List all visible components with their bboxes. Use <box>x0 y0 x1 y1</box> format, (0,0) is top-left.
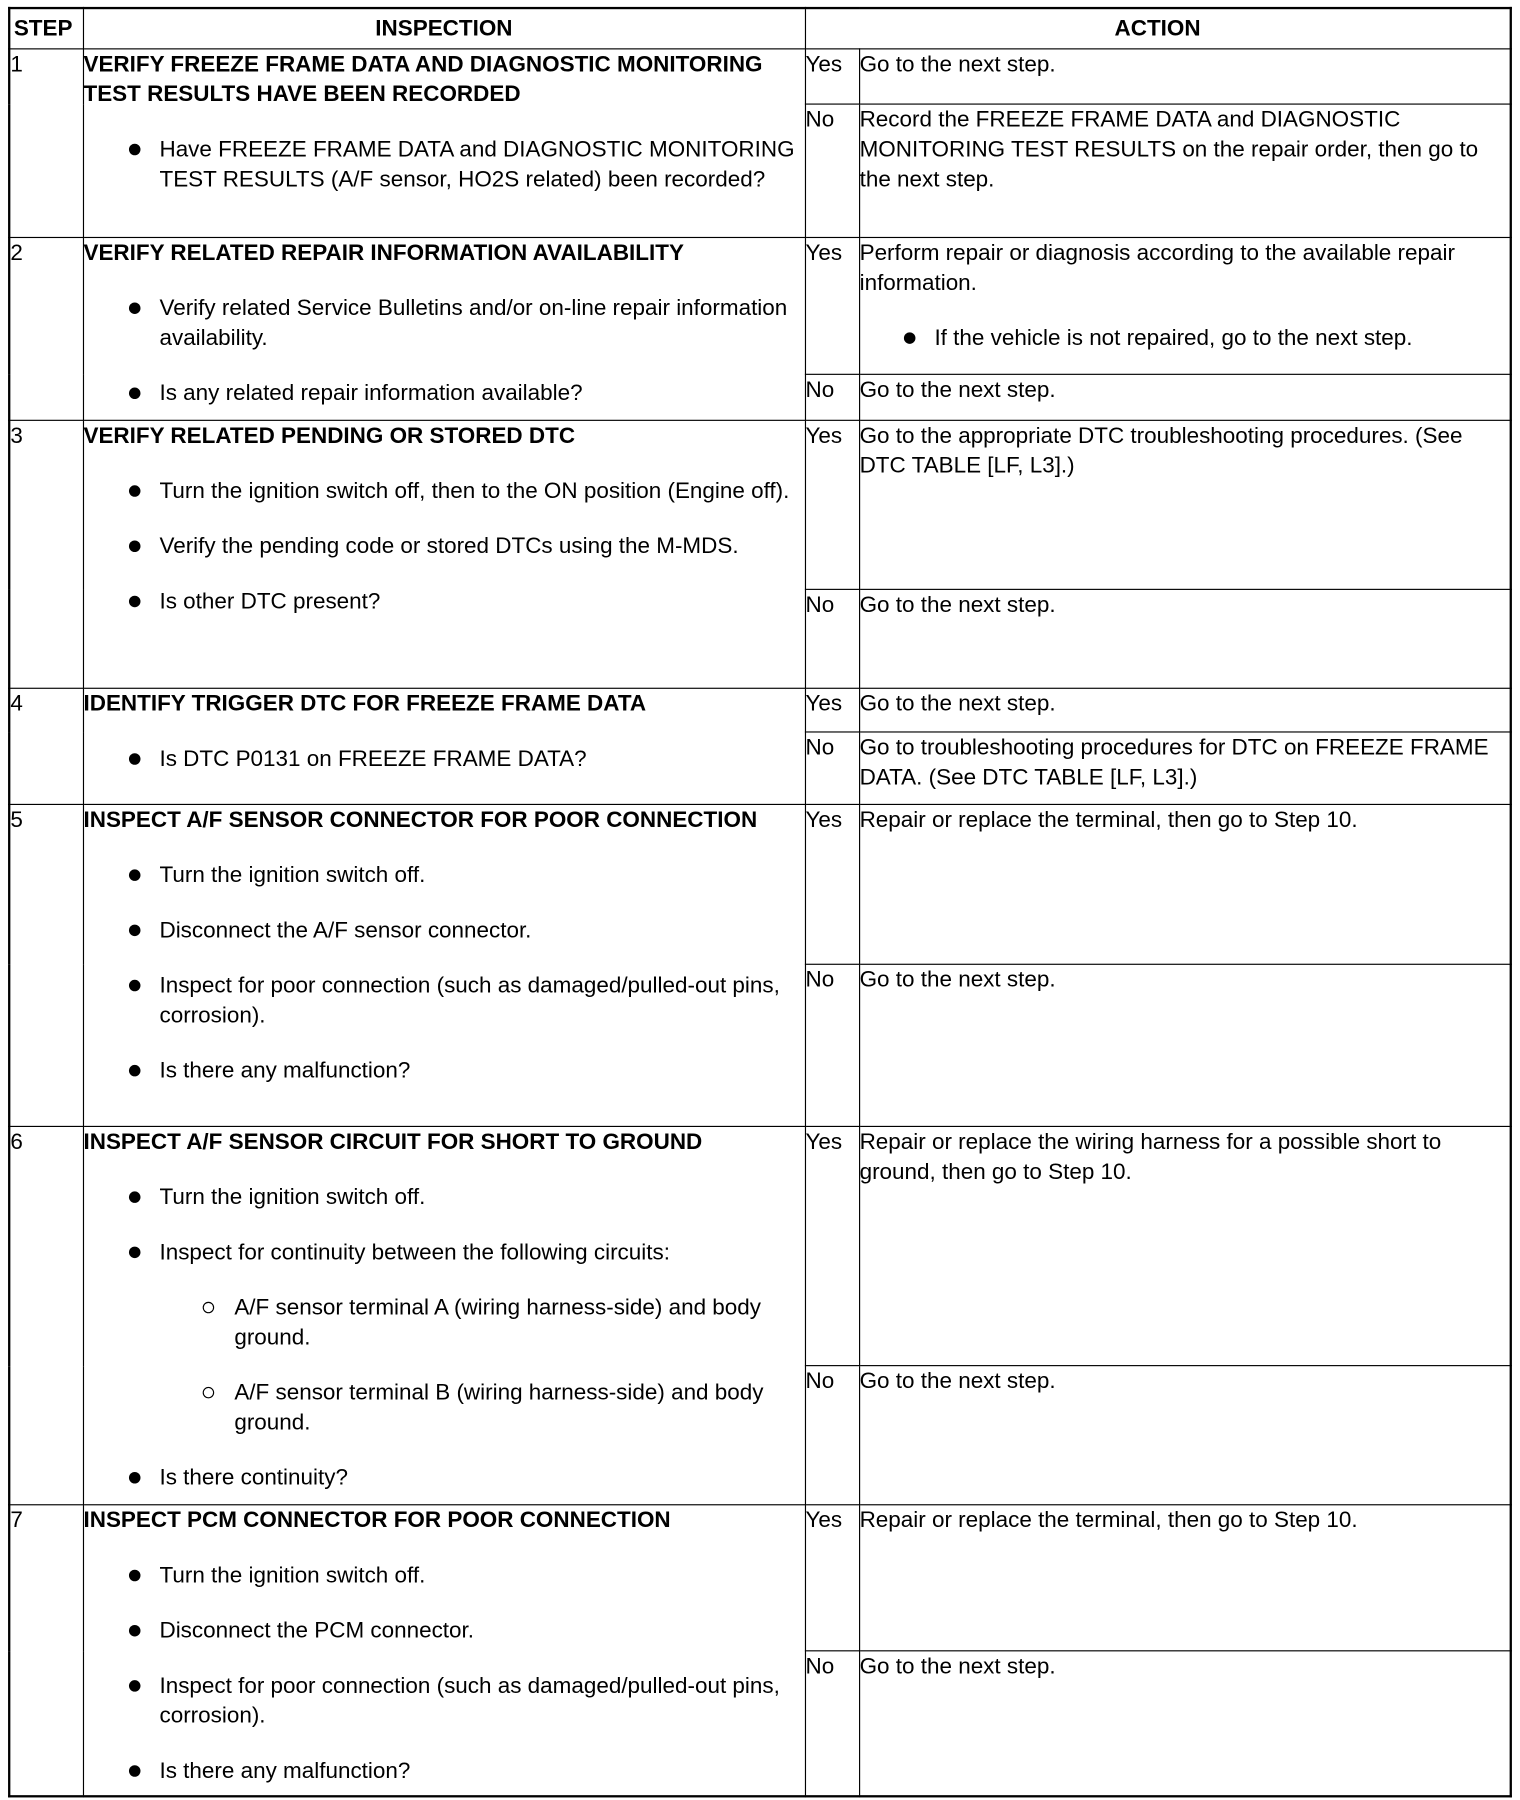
no-action: Go to the next step. <box>859 1366 1511 1505</box>
bullet-item: Is any related repair information available? <box>83 378 804 408</box>
bullet-item: Inspect for poor connection (such as damaged/pulled-out pins, corrosion). <box>83 1671 804 1731</box>
inspection-cell <box>83 49 805 238</box>
bullet-item: Is there any malfunction? <box>83 1756 804 1786</box>
yes-action: Go to the appropriate DTC troubleshooting procedures. (See DTC TABLE [LF, L3].) <box>859 420 1511 589</box>
bullet-item: Is DTC P0131 on FREEZE FRAME DATA? <box>83 744 804 774</box>
no-action: Go to the next step. <box>859 964 1511 1126</box>
bullet-list <box>83 1463 804 1493</box>
step-title: VERIFY RELATED REPAIR INFORMATION AVAILABILITY <box>83 240 684 266</box>
table-header-row <box>9 8 1511 49</box>
step-title: INSPECT A/F SENSOR CONNECTOR FOR POOR CONNECTION <box>83 807 758 833</box>
bullet-list <box>83 744 804 774</box>
bullet-item: Turn the ignition switch off, then to the ON position (Engine off). <box>83 476 804 506</box>
yes-action-cell <box>859 237 1511 374</box>
bullet-item: Is there any malfunction? <box>83 1056 804 1086</box>
step-title: IDENTIFY TRIGGER DTC FOR FREEZE FRAME DATA <box>83 691 647 717</box>
no-label: No <box>805 1366 859 1505</box>
no-label: No <box>805 589 859 688</box>
step-number: 2 <box>9 237 83 420</box>
yes-action: Perform repair or diagnosis according to the available repair information. <box>859 240 1455 296</box>
bullet-list <box>83 135 804 195</box>
table-row-step-2-yes <box>9 237 1511 374</box>
bullet-list <box>83 293 804 408</box>
step-number: 5 <box>9 804 83 1126</box>
bullet-item: Is other DTC present? <box>83 587 804 617</box>
bullet-item: Disconnect the PCM connector. <box>83 1616 804 1646</box>
no-action: Go to the next step. <box>859 1651 1511 1796</box>
step-number: 1 <box>9 49 83 238</box>
bullet-item: Verify related Service Bulletins and/or on-line repair information availability. <box>83 293 804 353</box>
header-inspection: INSPECTION <box>83 8 805 49</box>
inspection-cell <box>83 1126 805 1504</box>
step-number: 4 <box>9 688 83 804</box>
action-bullet-list <box>860 323 1510 353</box>
bullet-item: Have FREEZE FRAME DATA and DIAGNOSTIC MONITORING TEST RESULTS (A/F sensor, HO2S related) been recorded? <box>83 135 804 195</box>
no-label: No <box>805 732 859 804</box>
table-row-step-4-yes <box>9 688 1511 732</box>
yes-label: Yes <box>805 420 859 589</box>
yes-label: Yes <box>805 49 859 104</box>
no-action: Record the FREEZE FRAME DATA and DIAGNOSTIC MONITORING TEST RESULTS on the repair order, then go to the next step. <box>859 104 1511 237</box>
yes-action: Go to the next step. <box>859 688 1511 732</box>
yes-action: Repair or replace the terminal, then go to Step 10. <box>859 1505 1511 1651</box>
no-label: No <box>805 1651 859 1796</box>
yes-label: Yes <box>805 804 859 964</box>
table-row-step-5-yes <box>9 804 1511 964</box>
diagnostic-procedure-table <box>8 7 1512 1797</box>
no-action: Go to the next step. <box>859 374 1511 420</box>
yes-action: Go to the next step. <box>859 49 1511 104</box>
sub-bullet-list <box>83 1293 804 1438</box>
table-row-step-3-yes <box>9 420 1511 589</box>
no-action: Go to the next step. <box>859 589 1511 688</box>
inspection-cell <box>83 237 805 420</box>
yes-label: Yes <box>805 1505 859 1651</box>
yes-label: Yes <box>805 237 859 374</box>
bullet-item: Inspect for continuity between the following circuits: <box>83 1237 804 1267</box>
bullet-list <box>83 860 804 1085</box>
header-action: ACTION <box>805 8 1511 49</box>
step-number: 7 <box>9 1505 83 1796</box>
sub-bullet-item: A/F sensor terminal A (wiring harness-side) and body ground. <box>83 1293 804 1353</box>
step-title: VERIFY RELATED PENDING OR STORED DTC <box>83 423 576 449</box>
bullet-list <box>83 1561 804 1786</box>
bullet-item: Is there continuity? <box>83 1463 804 1493</box>
no-label: No <box>805 374 859 420</box>
no-action: Go to troubleshooting procedures for DTC on FREEZE FRAME DATA. (See DTC TABLE [LF, L3].) <box>859 732 1511 804</box>
yes-label: Yes <box>805 1126 859 1365</box>
sub-bullet-item: A/F sensor terminal B (wiring harness-side) and body ground. <box>83 1378 804 1438</box>
inspection-cell <box>83 1505 805 1796</box>
bullet-item: Turn the ignition switch off. <box>83 860 804 890</box>
bullet-item: Turn the ignition switch off. <box>83 1561 804 1591</box>
bullet-list <box>83 476 804 616</box>
yes-action: Repair or replace the terminal, then go to Step 10. <box>859 804 1511 964</box>
yes-action: Repair or replace the wiring harness for a possible short to ground, then go to Step 10. <box>859 1126 1511 1365</box>
inspection-cell <box>83 688 805 804</box>
step-title: VERIFY FREEZE FRAME DATA AND DIAGNOSTIC MONITORING TEST RESULTS HAVE BEEN RECORDED <box>83 51 763 107</box>
no-label: No <box>805 104 859 237</box>
step-number: 3 <box>9 420 83 688</box>
table-row-step-1-yes <box>9 49 1511 104</box>
bullet-item: Disconnect the A/F sensor connector. <box>83 915 804 945</box>
bullet-item: Inspect for poor connection (such as damaged/pulled-out pins, corrosion). <box>83 971 804 1031</box>
inspection-cell <box>83 804 805 1126</box>
yes-label: Yes <box>805 688 859 732</box>
bullet-item: Turn the ignition switch off. <box>83 1182 804 1212</box>
header-step: STEP <box>9 8 83 49</box>
table-row-step-6-yes <box>9 1126 1511 1365</box>
action-bullet-item: If the vehicle is not repaired, go to the next step. <box>860 323 1510 353</box>
inspection-cell <box>83 420 805 688</box>
step-title: INSPECT PCM CONNECTOR FOR POOR CONNECTION <box>83 1507 671 1533</box>
step-number: 6 <box>9 1126 83 1504</box>
bullet-list <box>83 1182 804 1267</box>
no-label: No <box>805 964 859 1126</box>
step-title: INSPECT A/F SENSOR CIRCUIT FOR SHORT TO GROUND <box>83 1129 703 1155</box>
table-row-step-7-yes <box>9 1505 1511 1651</box>
bullet-item: Verify the pending code or stored DTCs using the M-MDS. <box>83 531 804 561</box>
